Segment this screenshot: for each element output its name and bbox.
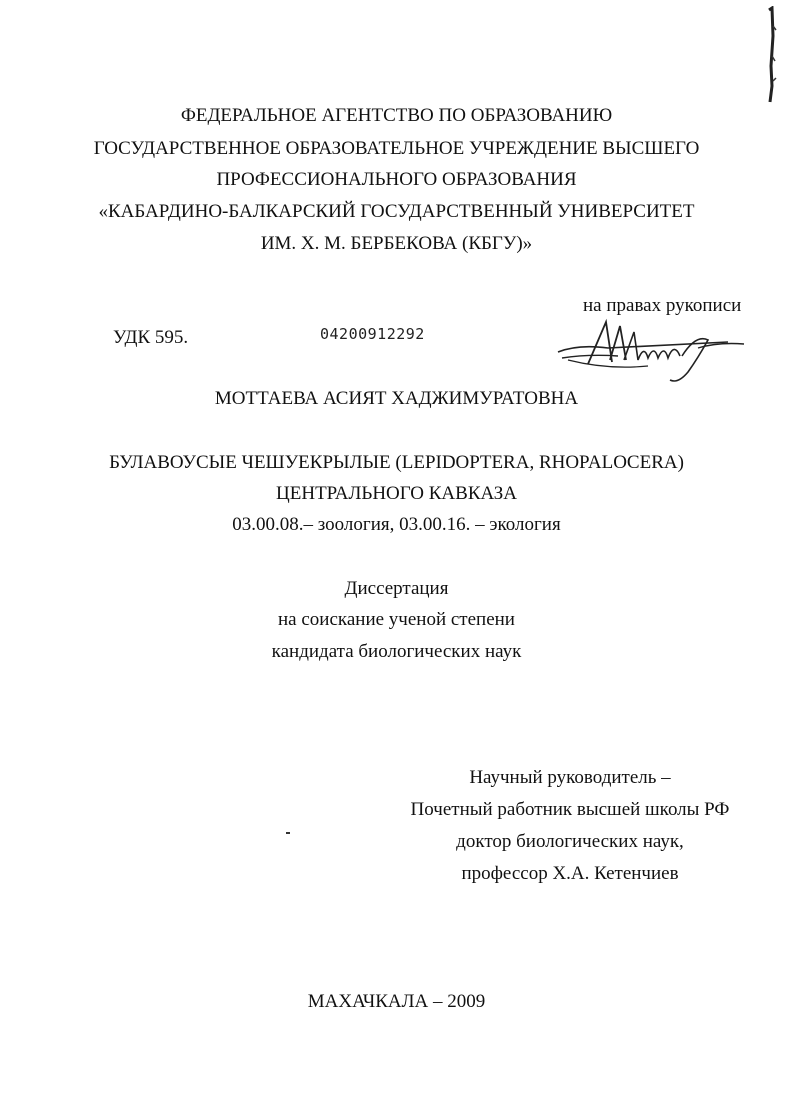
registry-number: 04200912292 <box>320 325 425 343</box>
city-year: МАХАЧКАЛА – 2009 <box>307 991 486 1012</box>
header-line-3: ПРОФЕССИОНАЛЬНОГО ОБРАЗОВАНИЯ <box>216 169 577 190</box>
specialty-codes: 03.00.08.– зоология, 03.00.16. – экология <box>232 514 561 535</box>
supervisor-name: профессор Х.А. Кетенчиев <box>461 863 679 884</box>
supervisor-title: Почетный работник высшей школы РФ <box>410 799 730 820</box>
header-line-2: ГОСУДАРСТВЕННОЕ ОБРАЗОВАТЕЛЬНОЕ УЧРЕЖДЕНИЕ ВЫСШЕГО <box>93 138 700 159</box>
degree-line-2: кандидата биологических наук <box>271 641 522 662</box>
degree-line-1: на соискание ученой степени <box>278 609 515 630</box>
dissertation-label: Диссертация <box>344 578 449 599</box>
udk-code: УДК 595. <box>113 327 189 348</box>
thesis-title-line-1: БУЛАВОУСЫЕ ЧЕШУЕКРЫЛЫЕ (LEPIDOPTERA, RHOPALOCERA) <box>109 452 684 473</box>
manuscript-note: на правах рукописи <box>583 295 742 316</box>
header-line-5: ИМ. Х. М. БЕРБЕКОВА (КБГУ)» <box>260 233 533 254</box>
scan-edge-mark <box>763 6 781 106</box>
signature-image <box>548 314 748 386</box>
author-name: МОТТАЕВА АСИЯТ ХАДЖИМУРАТОВНА <box>214 388 579 409</box>
supervisor-label: Научный руководитель – <box>469 767 671 788</box>
thesis-title-line-2: ЦЕНТРАЛЬНОГО КАВКАЗА <box>276 483 517 504</box>
header-line-4: «КАБАРДИНО-БАЛКАРСКИЙ ГОСУДАРСТВЕННЫЙ УНИВЕРСИТЕТ <box>98 201 695 222</box>
scan-dot <box>286 832 290 834</box>
header-line-1: ФЕДЕРАЛЬНОЕ АГЕНТСТВО ПО ОБРАЗОВАНИЮ <box>180 105 613 126</box>
supervisor-degree: доктор биологических наук, <box>456 831 684 852</box>
